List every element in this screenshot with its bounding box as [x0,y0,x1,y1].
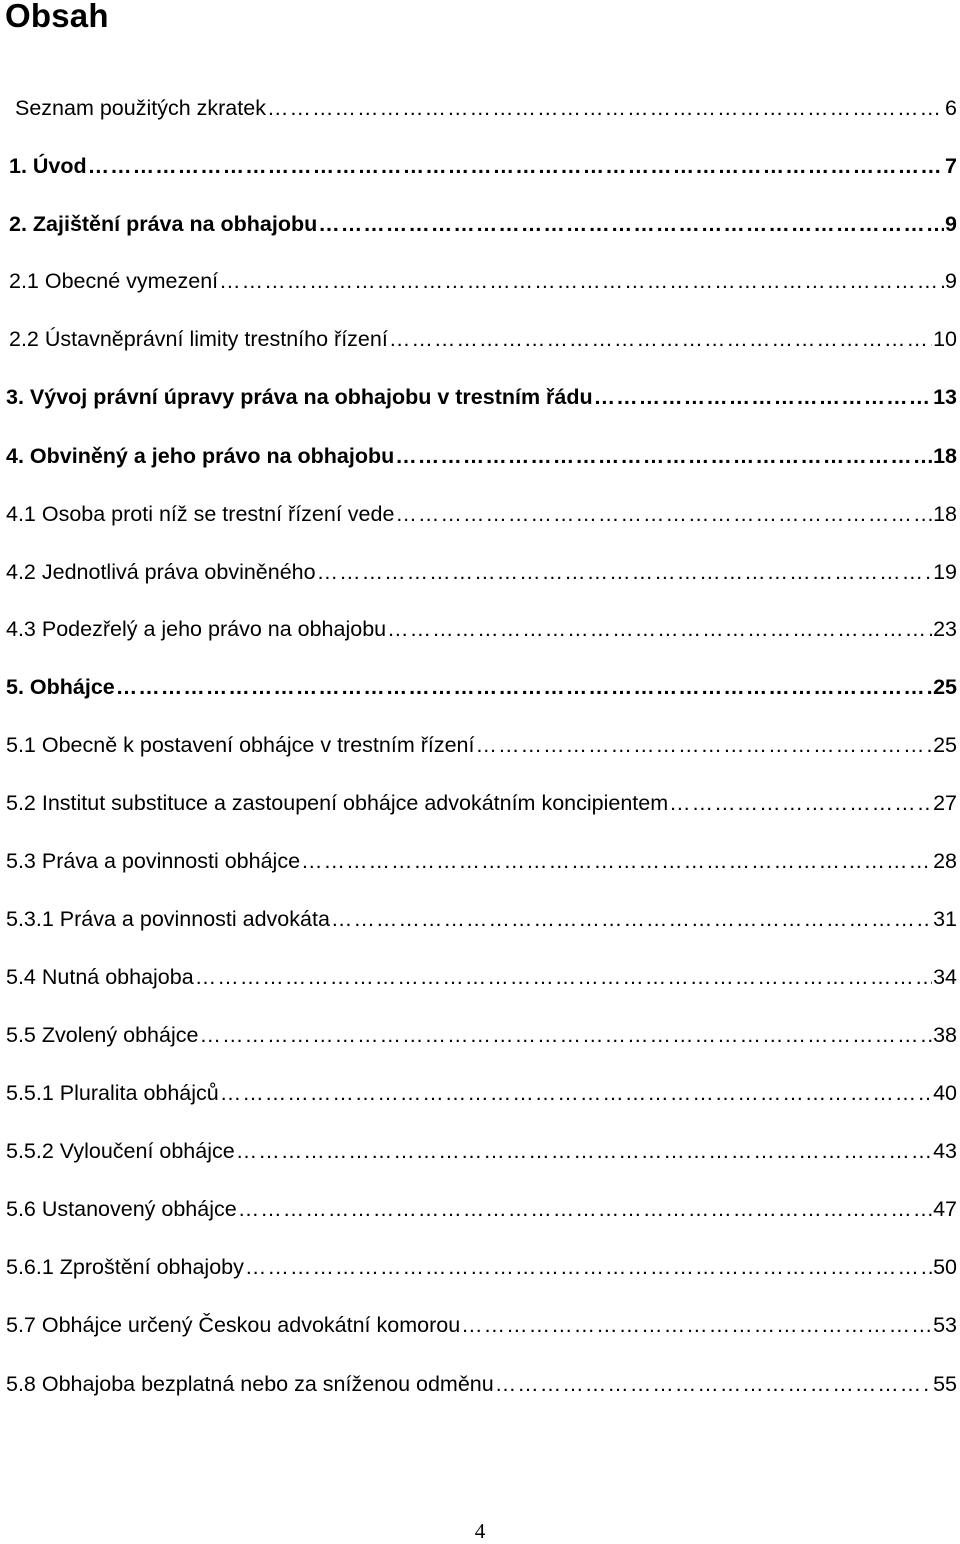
toc-entry-label: 5. Obhájce [6,675,115,699]
toc-entry-label: 5.5.2 Vyloučení obhájce [6,1139,235,1163]
toc-entry-page: 38 [933,1023,957,1047]
toc-dot-leader [199,1020,932,1050]
toc-entry[interactable] [6,904,957,934]
toc-entry-label: 5.2 Institut substituce a zastoupení obhájce advokátním koncipientem [6,791,669,815]
toc-entry[interactable] [6,730,957,760]
toc-entry-page: 25 [933,733,957,757]
toc-dot-leader [301,846,932,876]
toc-dot-leader [395,441,932,471]
toc-dot-leader [475,730,932,760]
toc-entry-label: 5.6 Ustanovený obhájce [6,1197,237,1221]
toc-dot-leader [236,1136,932,1166]
toc-entry-label: 1. Úvod [9,154,87,178]
toc-entry-page: 18 [933,444,957,468]
toc-dot-leader [220,1078,932,1108]
toc-entry-page: 10 [933,327,957,351]
toc-entry[interactable] [6,1078,957,1108]
toc-dot-leader [495,1369,932,1399]
toc-entry[interactable] [6,962,957,992]
toc-entry[interactable] [6,1020,957,1050]
toc-entry-label: 2. Zajištění práva na obhajobu [9,212,318,236]
toc-dot-leader [594,382,932,412]
toc-dot-leader [387,614,932,644]
toc-entry-label: 2.1 Obecné vymezení [9,269,219,293]
toc-entry-label: 4.1 Osoba proti níž se trestní řízení vede [6,502,395,526]
toc-entry[interactable] [6,382,957,412]
toc-dot-leader [116,672,932,702]
toc-entry-label: 2.2 Ústavněprávní limity trestního řízení [9,327,388,351]
toc-entry-page: 34 [933,965,957,989]
toc-entry-page: 27 [933,791,957,815]
toc-entry-page: 40 [933,1081,957,1105]
toc-entry-page: 7 [945,154,957,178]
toc-entry[interactable] [6,614,957,644]
toc-entry[interactable] [6,788,957,818]
toc-entry-page: 31 [933,907,957,931]
toc-dot-leader [195,962,932,992]
toc-entry[interactable] [6,846,957,876]
toc-entry-page: 55 [933,1372,957,1396]
toc-entry-label: 5.4 Nutná obhajoba [6,965,194,989]
toc-entry-label: 5.7 Obhájce určený Českou advokátní komorou [6,1313,461,1337]
toc-entry[interactable] [6,499,957,529]
page-number: 4 [474,1519,486,1543]
toc-entry-label: 4.3 Podezřelý a jeho právo na obhajobu [6,617,387,641]
toc-entry-page: 43 [933,1139,957,1163]
toc-entry[interactable] [9,151,957,181]
toc-entry-page: 28 [933,849,957,873]
toc-entry-label: 5.8 Obhajoba bezplatná nebo za sníženou odměnu [6,1372,494,1396]
toc-dot-leader [461,1310,932,1340]
toc-entry-label: 5.5.1 Pluralita obhájců [6,1081,219,1105]
toc-entry-page: 23 [933,617,957,641]
toc-entry[interactable] [6,1369,957,1399]
toc-dot-leader [238,1194,932,1224]
toc-entry[interactable] [6,1252,957,1282]
toc-entry-label: 3. Vývoj právní úpravy práva na obhajobu v trestním řádu [6,385,593,409]
toc-dot-leader [219,266,944,296]
toc-entry[interactable] [6,441,957,471]
toc-entry-page: 50 [933,1255,957,1279]
toc-entry-page: 25 [933,675,957,699]
toc-entry-page: 6 [945,96,957,120]
toc-entry-label: 4.2 Jednotlivá práva obviněného [6,560,316,584]
toc-entry-label: 5.5 Zvolený obhájce [6,1023,199,1047]
toc-entry[interactable] [6,1136,957,1166]
toc-entry-page: 53 [933,1313,957,1337]
toc-entry[interactable] [9,266,957,296]
toc-entry-label: 5.6.1 Zproštění obhajoby [6,1255,244,1279]
toc-entry-label: Seznam použitých zkratek [15,96,266,120]
toc-dot-leader [245,1252,932,1282]
toc-dot-leader [389,324,932,354]
toc-dot-leader [318,209,944,239]
toc-dot-leader [395,499,932,529]
toc-entry[interactable] [15,93,957,123]
toc-entry-label: 5.1 Obecně k postavení obhájce v trestním řízení [6,733,475,757]
toc-dot-leader [267,93,944,123]
toc-entry[interactable] [6,672,957,702]
toc-entry-label: 5.3.1 Práva a povinnosti advokáta [6,907,330,931]
toc-entry-page: 13 [933,385,957,409]
toc-entry-page: 47 [933,1197,957,1221]
toc-dot-leader [331,904,932,934]
toc-entry[interactable] [9,324,957,354]
toc-dot-leader [88,151,944,181]
toc-entry-page: 18 [933,502,957,526]
toc-entry-page: 9 [945,212,957,236]
page-title: Obsah [5,0,109,34]
toc-entry-page: 9 [945,269,957,293]
toc-entry-label: 5.3 Práva a povinnosti obhájce [6,849,301,873]
toc-dot-leader [669,788,932,818]
toc-entry-page: 19 [933,560,957,584]
toc-entry-label: 4. Obviněný a jeho právo na obhajobu [6,444,395,468]
toc-entry[interactable] [6,1194,957,1224]
toc-dot-leader [317,557,932,587]
toc-entry[interactable] [9,209,957,239]
toc-entry[interactable] [6,1310,957,1340]
toc-entry[interactable] [6,557,957,587]
